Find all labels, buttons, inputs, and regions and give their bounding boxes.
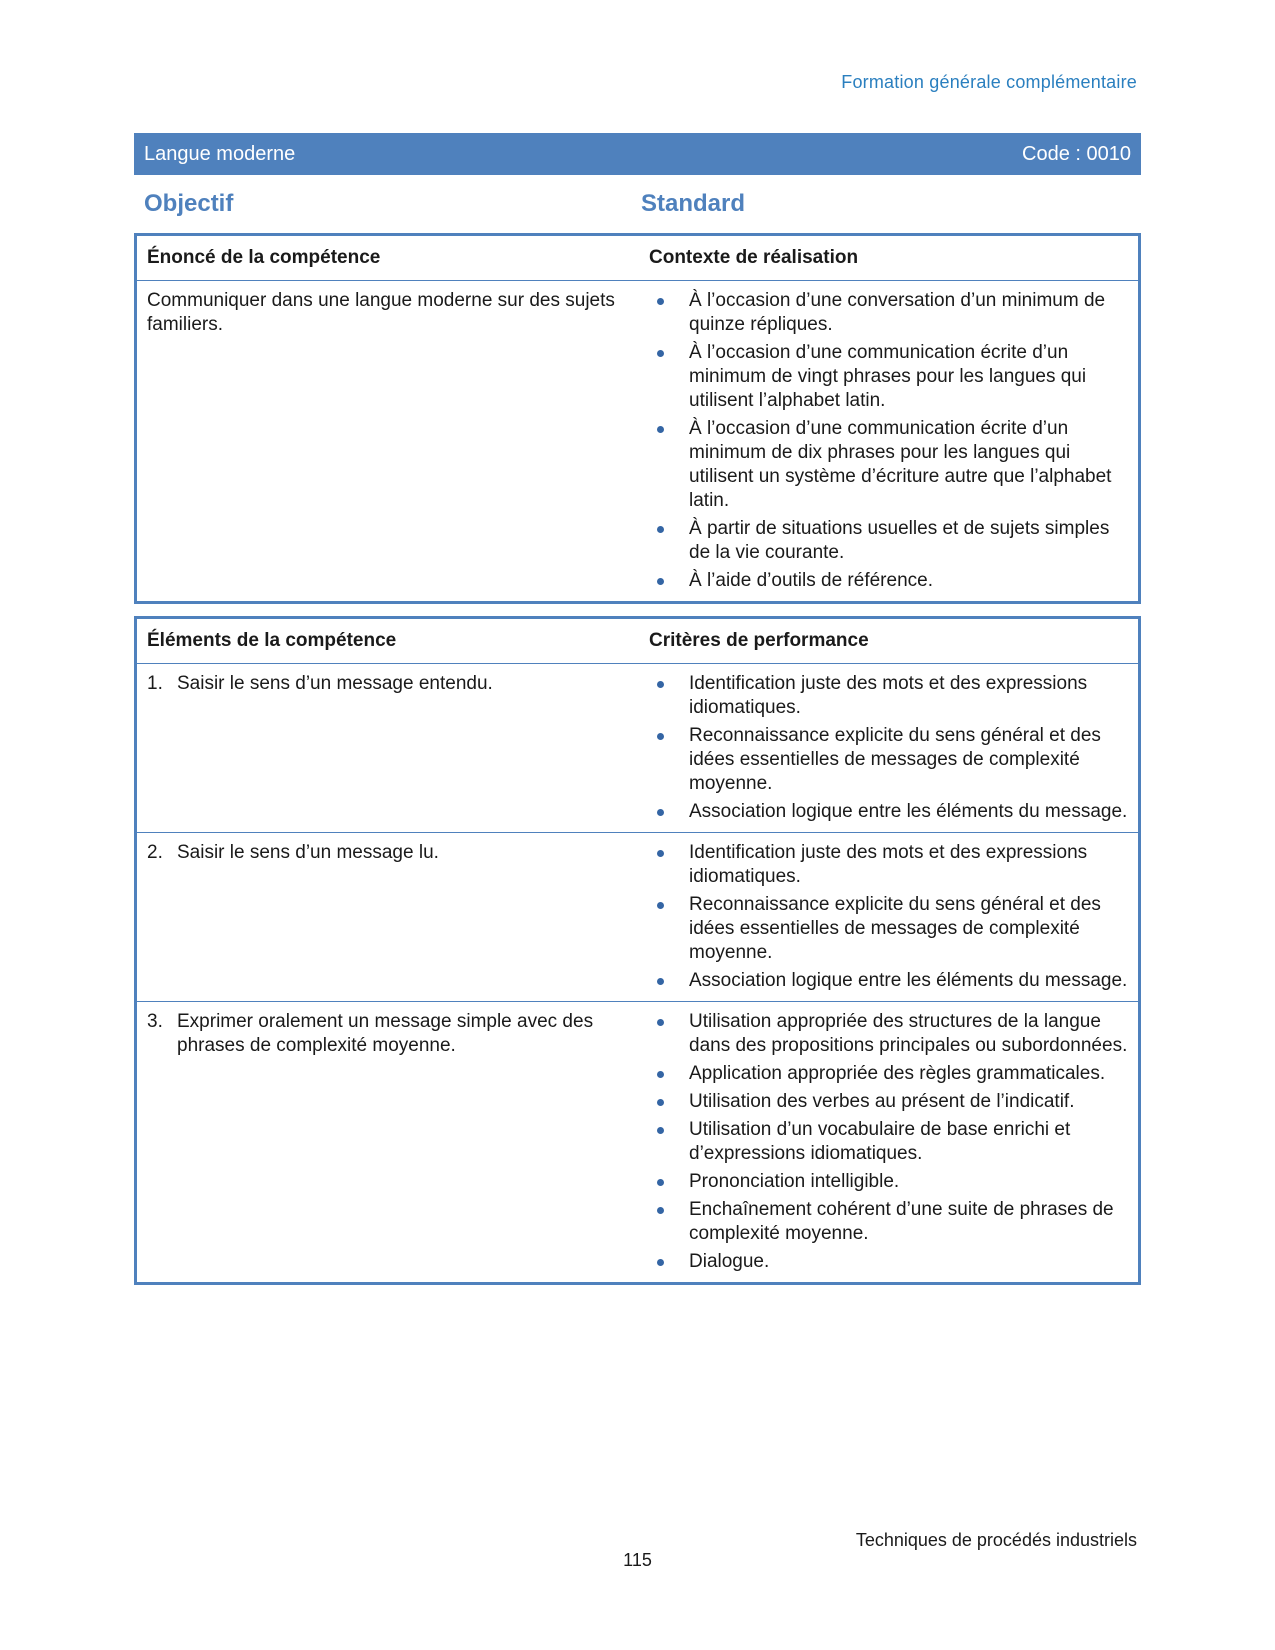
list-item: Reconnaissance explicite du sens général et des idées essentielles de messages de complexité moyenne. (649, 724, 1128, 796)
bullet-icon (657, 902, 664, 909)
bullet-icon (657, 578, 664, 585)
bullet-icon (657, 850, 664, 857)
list-item: Prononciation intelligible. (649, 1170, 1128, 1194)
enonce-header: Énoncé de la compétence (147, 247, 381, 268)
objectif-heading: Objectif (144, 190, 234, 217)
bullet-icon (657, 809, 664, 816)
list-item: Dialogue. (649, 1250, 1128, 1274)
list-item: À l’occasion d’une communication écrite d’un minimum de vingt phrases pour les langues qui utilisent l’alphabet latin. (649, 341, 1128, 413)
list-item: À l’aide d’outils de référence. (649, 569, 1128, 593)
list-item: Utilisation d’un vocabulaire de base enrichi et d’expressions idiomatiques. (649, 1118, 1128, 1166)
contexte-header: Contexte de réalisation (649, 247, 859, 268)
criteres-list (649, 672, 1128, 824)
bullet-icon (657, 1179, 664, 1186)
list-item: Enchaînement cohérent d’une suite de phrases de complexité moyenne. (649, 1198, 1128, 1246)
bullet-icon (657, 298, 664, 305)
bullet-icon (657, 1019, 664, 1026)
bullet-icon (657, 1207, 664, 1214)
list-item: À l’occasion d’une conversation d’un minimum de quinze répliques. (649, 289, 1128, 337)
element-item: 1. Saisir le sens d’un message entendu. (147, 673, 493, 694)
competence-table (134, 233, 1141, 604)
enonce-text: Communiquer dans une langue moderne sur des sujets familiers. (136, 281, 640, 603)
contexte-cell (639, 281, 1140, 603)
element-item: 3. Exprimer oralement un message simple avec des phrases de complexité moyenne. (147, 1011, 594, 1056)
standard-heading: Standard (641, 190, 746, 217)
list-item: Identification juste des mots et des expressions idiomatiques. (649, 841, 1128, 889)
table-row (136, 664, 1140, 833)
contexte-list (649, 289, 1128, 593)
subject-code: Code : 0010 (1022, 142, 1131, 165)
bullet-icon (657, 978, 664, 985)
elements-header: Éléments de la compétence (147, 630, 397, 651)
criteres-header: Critères de performance (649, 630, 869, 651)
bullet-icon (657, 733, 664, 740)
bullet-icon (657, 1127, 664, 1134)
list-item: À partir de situations usuelles et de sujets simples de la vie courante. (649, 517, 1128, 565)
footer-program: Techniques de procédés industriels (855, 1530, 1137, 1550)
subject-title: Langue moderne (144, 142, 296, 165)
bullet-icon (657, 350, 664, 357)
criteres-list (649, 841, 1128, 993)
list-item: Reconnaissance explicite du sens général et des idées essentielles de messages de complexité moyenne. (649, 893, 1128, 965)
bullet-icon (657, 1259, 664, 1266)
list-item: Identification juste des mots et des expressions idiomatiques. (649, 672, 1128, 720)
page-number: 115 (623, 1550, 652, 1570)
list-item: Application appropriée des règles grammaticales. (649, 1062, 1128, 1086)
bullet-icon (657, 1071, 664, 1078)
list-item: Association logique entre les éléments du message. (649, 969, 1128, 993)
table-row (136, 1002, 1140, 1284)
list-item: Utilisation appropriée des structures de la langue dans des propositions principales ou subordonnées. (649, 1010, 1128, 1058)
list-item: À l’occasion d’une communication écrite d’un minimum de dix phrases pour les langues qui utilisent un système d’écriture autre que l’alphabet latin. (649, 417, 1128, 513)
bullet-icon (657, 681, 664, 688)
bullet-icon (657, 526, 664, 533)
element-item: 2. Saisir le sens d’un message lu. (147, 842, 439, 863)
elements-table (134, 616, 1141, 1285)
criteres-list (649, 1010, 1128, 1274)
list-item: Utilisation des verbes au présent de l’indicatif. (649, 1090, 1128, 1114)
bullet-icon (657, 426, 664, 433)
subject-banner (134, 133, 1141, 175)
bullet-icon (657, 1099, 664, 1106)
running-header: Formation générale complémentaire (841, 72, 1137, 92)
table-row (136, 833, 1140, 1002)
list-item: Association logique entre les éléments du message. (649, 800, 1128, 824)
